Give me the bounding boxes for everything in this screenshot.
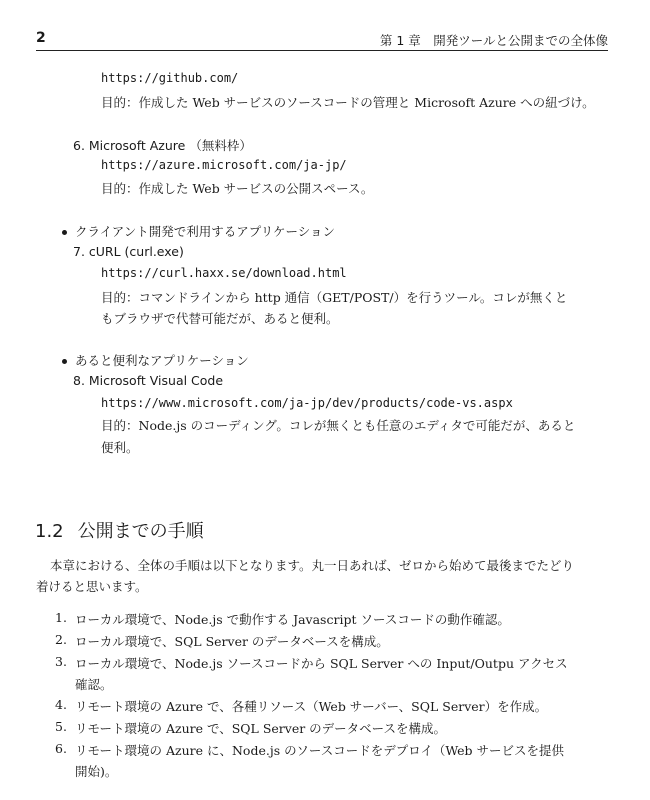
list-item-curl: 7. cURL (curl.exe) [73,244,184,259]
section-title: 公開までの手順 [77,521,204,542]
step-number: 4. [55,697,67,712]
page-number: 2 [36,30,46,46]
intro-line-2: 着けると思います。 [36,579,148,594]
curl-url: https://curl.haxx.se/download.html [101,266,347,280]
step-number: 3. [55,654,67,669]
vscode-purpose-line-2: 便利。 [101,440,139,455]
step-number: 5. [55,719,67,734]
vscode-purpose-line-1: 目的：Node.js のコーディング。コレが無くとも任意のエディタで可能だが、あると [101,418,576,433]
step-text-continued: 開始)。 [75,764,118,779]
bullet-dot [62,359,67,364]
step-number: 6. [55,741,67,756]
list-item-azure: 6. Microsoft Azure （無料枠） [73,138,252,153]
curl-purpose-line-2: もブラウザで代替可能だが、あると便利。 [101,311,339,326]
bullet-handy-apps: あると便利なアプリケーション [75,353,249,368]
step-number: 1. [55,610,67,625]
bullet-dot [62,230,67,235]
running-header [36,30,608,51]
intro-line-1: 本章における、全体の手順は以下となります。丸一日あれば、ゼロから始めて最後までたどり [50,558,575,573]
step-text-continued: 確認。 [75,677,113,692]
step-number: 2. [55,632,67,647]
github-purpose: 目的：作成した Web サービスのソースコードの管理と Microsoft Azure への紐づけ。 [101,95,595,110]
vscode-url: https://www.microsoft.com/ja-jp/dev/products/code-vs.aspx [101,396,513,410]
step-text: ローカル環境で、Node.js で動作する Javascript ソースコードの動作確認。 [75,612,510,627]
bullet-client-apps: クライアント開発で利用するアプリケーション [75,224,336,239]
section-heading [35,517,204,543]
github-url: https://github.com/ [101,71,239,85]
step-text: ローカル環境で、SQL Server のデータベースを構成。 [75,634,389,649]
list-item-vscode: 8. Microsoft Visual Code [73,373,224,388]
step-text: リモート環境の Azure に、Node.js のソースコードをデプロイ（Web サービスを提供 [75,743,565,758]
step-text: リモート環境の Azure で、各種リソース（Web サーバー、SQL Server）を作成。 [75,699,548,714]
step-text: リモート環境の Azure で、SQL Server のデータベースを構成。 [75,721,447,736]
curl-purpose-line-1: 目的：コマンドラインから http 通信（GET/POST/）を行うツール。コレが無くと [101,290,568,305]
section-number: 1.2 [35,521,64,542]
azure-purpose: 目的：作成した Web サービスの公開スペース。 [101,181,374,196]
azure-url: https://azure.microsoft.com/ja-jp/ [101,158,347,172]
running-title: 第 1 章 開発ツールと公開までの全体像 [379,33,608,48]
step-text: ローカル環境で、Node.js ソースコードから SQL Server への Input/Outpu アクセス [75,656,568,671]
